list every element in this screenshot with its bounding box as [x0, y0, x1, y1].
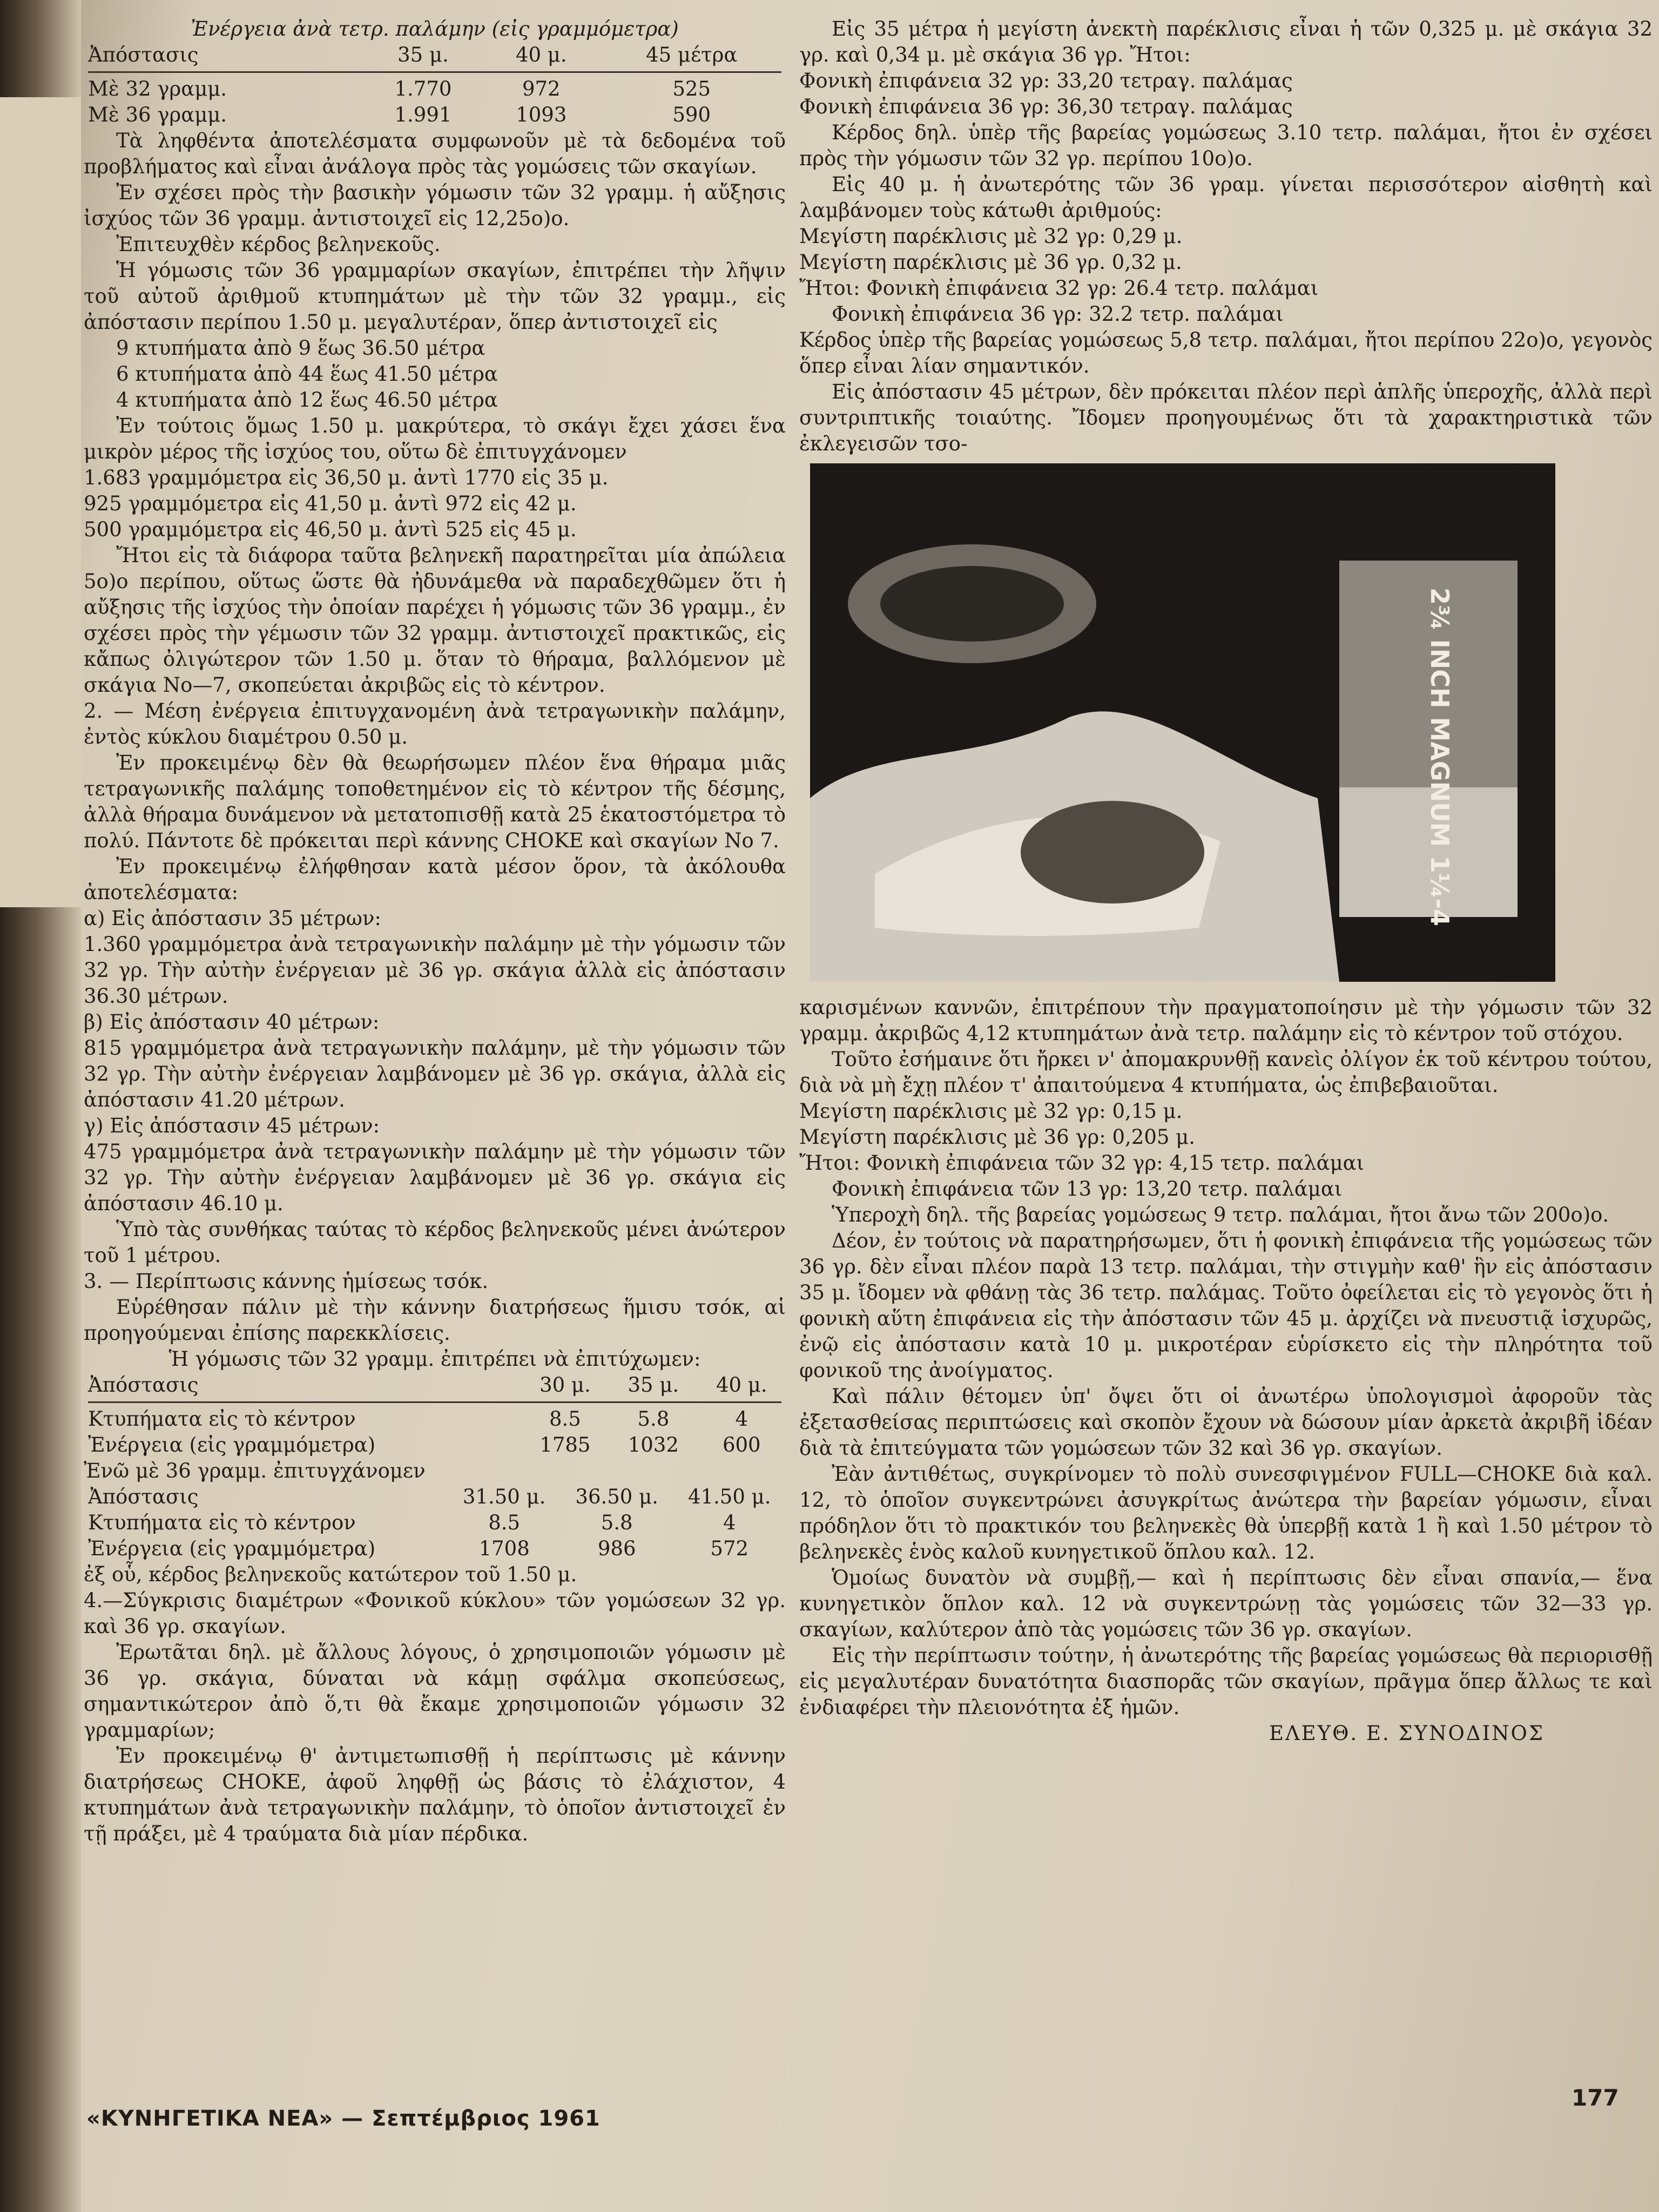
table-cell: 5.8	[637, 1407, 670, 1431]
shell-label: 2¾ INCH MAGNUM 1¼-4	[1425, 588, 1454, 927]
energy-heading: Ἐνέργεια ἀνὰ τετρ. παλάμην (εἰς γραμμόμετρα)	[191, 17, 679, 41]
table-cell: Ἀπόστασις	[88, 43, 199, 66]
list-item: 500 γραμμόμετρα εἰς 46,50 μ. ἀντὶ 525 εἰς 45 μ.	[84, 518, 577, 541]
paragraph: Ἤτοι: Φονικὴ ἐπιφάνεια 32 γρ: 26.4 τετρ. παλάμαι	[799, 276, 1319, 300]
paragraph: καρισμένων καννῶν, ἐπιτρέπουν τὴν πραγματοποίησιν μὲ τὴν γόμωσιν τῶν 32 γραμμ. ἀκριβῶς 4,12 κτυπημάτων ἀνὰ τετρ. παλάμην εἰς τὸ κέντρον τοῦ στόχου.	[799, 996, 1653, 1045]
table-cell: 45 μέτρα	[646, 43, 738, 66]
paragraph: Ἐπιτευχθὲν κέρδος βεληνεκοῦς.	[116, 233, 441, 256]
table-cell: 5.8	[601, 1511, 633, 1534]
paragraph: Δέον, ἐν τούτοις νὰ παρατηρήσωμεν, ὅτι ἡ φονικὴ ἐπιφάνεια τῆς γομώσεως τῶν 36 γρ. δὲν εἶναι πλέον παρὰ 13 τετρ. παλάμαι, τὴν στιγμὴν καθ' ἣν εἰς ἀπόστασιν 35 μ. ἴδομεν νὰ φθάνῃ τὰς 36 τετρ. παλάμας. Τοῦτο ὀφείλεται εἰς τὸ γεγονὸς ὅτι ἡ φονικὴ αὕτη ἐπιφάνεια εἰς τὴν ἀπόστασιν τῶν 45 μ. ἀρχίζει νὰ πνευστιᾷ ἰσχυρῶς, ἐνῷ εἰς ἀπόστασιν κατὰ 10 μ. μικροτέραν εὑρίσκετο εἰς τὴν πληρότητα τοῦ φονικοῦ της ἀνοίγματος.	[799, 1229, 1653, 1382]
page-number: 177	[1572, 2085, 1619, 2111]
table-row	[84, 1510, 786, 1536]
paragraph: Καὶ πάλιν θέτομεν ὑπ' ὄψει ὅτι οἱ ἀνωτέρω ὑπολογισμοὶ ἀφοροῦν τὰς ἐξετασθείσας περιπτώσεις καὶ σκοπὸν ἔχουν νὰ δώσουν μίαν ἀρκετὰ ἀκριβῆ ἰδέαν διὰ τὰ ἐπιτεύγματα τῶν γομώσεων τῶν 32 καὶ 36 γρ. σκαγίων.	[799, 1385, 1653, 1460]
paragraph: Φονικὴ ἐπιφάνεια 36 γρ: 32.2 τετρ. παλάμαι	[832, 302, 1284, 326]
paragraph: Εἰς 40 μ. ἡ ἀνωτερότης τῶν 36 γραμ. γίνεται περισσότερον αἰσθητὴ καὶ λαμβάνομεν τοὺς κάτωθι ἀριθμούς:	[799, 173, 1653, 222]
paragraph: ἐξ οὗ, κέρδος βεληνεκοῦς κατώτερον τοῦ 1.50 μ.	[84, 1563, 577, 1586]
table-cell: 1032	[628, 1433, 679, 1456]
table-cell: Κτυπήματα εἰς τὸ κέντρον	[88, 1511, 356, 1534]
paragraph: Ἐν σχέσει πρὸς τὴν βασικὴν γόμωσιν τῶν 32 γραμμ. ἡ αὔξησις ἰσχύος τῶν 36 γραμμ. ἀντιστοιχεῖ εἰς 12,25ο)ο.	[84, 181, 786, 230]
table-cell: 4	[723, 1511, 736, 1534]
paragraph: 815 γραμμόμετρα ἀνὰ τετραγωνικὴν παλάμην, μὲ τὴν γόμωσιν τῶν 32 γρ. Τὴν αὐτὴν ἐνέργειαν λαμβάνομεν μὲ 36 γρ. σκάγια, ἀλλὰ εἰς ἀπόστασιν 41.20 μέτρων.	[84, 1036, 786, 1111]
paragraph: Ὑπὸ τὰς συνθήκας ταύτας τὸ κέρδος βεληνεκοῦς μένει ἀνώτερον τοῦ 1 μέτρου.	[84, 1218, 786, 1267]
table-cell: 8.5	[488, 1511, 521, 1534]
left-column	[84, 16, 786, 1847]
table-cell: 35 μ.	[397, 43, 449, 66]
paragraph: 475 γραμμόμετρα ἀνὰ τετραγωνικὴν παλάμην μὲ τὴν γόμωσιν τῶν 32 γρ. Τὴν αὐτὴν ἐνέργειαν λαμβάνομεν μὲ 36 γρ. σκάγια εἰς ἀπόστασιν 46.10 μ.	[84, 1140, 786, 1215]
table-rule	[88, 1401, 781, 1403]
table-cell: Κτυπήματα εἰς τὸ κέντρον	[88, 1407, 356, 1431]
table-cell: 1.770	[394, 77, 452, 100]
list-item: 4 κτυπήματα ἀπὸ 12 ἕως 46.50 μέτρα	[116, 388, 498, 412]
paragraph: Ἤτοι: Φονικὴ ἐπιφάνεια τῶν 32 γρ: 4,15 τετρ. παλάμαι	[799, 1151, 1365, 1175]
paragraph: Μεγίστη παρέκλισις μὲ 36 γρ: 0,205 μ.	[799, 1125, 1195, 1149]
paragraph: Ἐὰν ἀντιθέτως, συγκρίνομεν τὸ πολὺ συνεσφιγμένον FULL—CHOKE διὰ καλ. 12, τὸ ὁποῖον συγκεντρώνει ἀσυγκρίτως ἀνώτερα τὴν βαρείαν γόμωσιν, εἶναι πρόδηλον ὅτι τὸ πρακτικόν του βεληνεκὲς θὰ ὑπερβῇ κατὰ 1 ἢ καὶ 1.50 μέτρον τὸ βεληνεκὲς ἑνὸς καλοῦ κυνηγετικοῦ ὅπλου καλ. 12.	[799, 1462, 1653, 1563]
subheading: α) Εἰς ἀπόστασιν 35 μέτρων:	[84, 907, 381, 930]
table-cell: 31.50 μ.	[462, 1485, 546, 1508]
table-cell: 1093	[516, 103, 567, 126]
table-cell: 1785	[539, 1433, 591, 1456]
list-item: 9 κτυπήματα ἀπὸ 9 ἕως 36.50 μέτρα	[116, 336, 485, 360]
table-cell: Ἀπόστασις	[88, 1485, 199, 1508]
table-row	[84, 102, 786, 128]
list-item: 1.683 γραμμόμετρα εἰς 36,50 μ. ἀντὶ 1770 εἰς 35 μ.	[84, 466, 609, 489]
subheading: β) Εἰς ἀπόστασιν 40 μέτρων:	[84, 1010, 380, 1034]
paragraph: Ἐν προκειμένῳ θ' ἀντιμετωπισθῇ ἡ περίπτωσις μὲ κάννην διατρήσεως CHOKE, ἀφοῦ ληφθῇ ὡς βάσις τὸ ἐλάχιστον, 4 κτυπημάτων ἀνὰ τετραγωνικὴν παλάμην, τὸ ὁποῖον ἀντιστοιχεῖ ἐν τῇ πράξει, μὲ 4 τραύματα διὰ μίαν πέρδικα.	[84, 1744, 786, 1845]
table-cell: 8.5	[549, 1407, 581, 1431]
subheading: γ) Εἰς ἀπόστασιν 45 μέτρων:	[84, 1114, 380, 1137]
section-heading: 3. — Περίπτωσις κάννης ἡμίσεως τσόκ.	[84, 1270, 489, 1293]
paragraph: Ὁμοίως δυνατὸν νὰ συμβῇ,— καὶ ἡ περίπτωσις δὲν εἶναι σπανία,— ἕνα κυνηγετικὸν ὅπλον καλ. 12 νὰ συγκεντρώνῃ τὰς γομώσεις τῶν 32—33 γρ. σκαγίων, καλύτερον ἀπὸ τὰς γομώσεις τῶν 36 γρ. σκαγίων.	[799, 1566, 1653, 1641]
paragraph: Εἰς τὴν περίπτωσιν τούτην, ἡ ἀνωτερότης τῆς βαρείας γομώσεως θὰ περιορισθῇ εἰς μεγαλυτέραν δυνατότητα διασπορᾶς τῶν σκαγίων, πρᾶγμα ὅπερ ἄλλως τε καὶ ἐνδιαφέρει τὴν πλειονότητα ἐξ ἡμῶν.	[799, 1644, 1653, 1719]
table-cell: Ἐνέργεια (εἰς γραμμόμετρα)	[88, 1433, 376, 1456]
paragraph: Μεγίστη παρέκλισις μὲ 36 γρ. 0,32 μ.	[799, 251, 1182, 274]
table-cell: 525	[672, 77, 711, 100]
paragraph: Εἰς 35 μέτρα ἡ μεγίστη ἀνεκτὴ παρέκλισις εἶναι ἡ τῶν 0,325 μ. μὲ σκάγια 32 γρ. καὶ 0,34 μ. μὲ σκάγια 36 γρ. Ἤτοι:	[799, 17, 1653, 66]
list-item: 6 κτυπήματα ἀπὸ 44 ἕως 41.50 μέτρα	[116, 362, 498, 386]
table-cell: 572	[710, 1537, 749, 1560]
paragraph: Φονικὴ ἐπιφάνεια 36 γρ: 36,30 τετραγ. παλάμας	[799, 95, 1293, 118]
paragraph: Ἡ γόμωσις τῶν 32 γραμμ. ἐπιτρέπει νὰ ἐπιτύχωμεν:	[168, 1347, 701, 1371]
table-row	[84, 1406, 786, 1432]
half-choke-table-36	[84, 1484, 786, 1562]
paragraph: Ἤτοι εἰς τὰ διάφορα ταῦτα βεληνεκῆ παρατηρεῖται μία ἀπώλεια 5ο)ο περίπου, οὕτως ὥστε θὰ ἠδυνάμεθα νὰ παραδεχθῶμεν ὅτι ἡ αὔξησις τῆς ἰσχύος τὴν ὁποίαν παρέχει ἡ γόμωσις τῶν 36 γραμμ., ἐν σχέσει πρὸς τὴν γέμωσιν τῶν 32 γραμμ. ἀντιστοιχεῖ πρακτικῶς, εἰς κἄπως ὀλιγώτερον τῶν 1.50 μ. ὅταν τὸ θήραμα, βαλλόμενον μὲ σκάγια Νο—7, σκοπεύεται ἀκριβῶς εἰς τὸ κέντρον.	[84, 544, 786, 697]
table-header	[84, 1484, 786, 1510]
paragraph: Ἐνῶ μὲ 36 γραμμ. ἐπιτυγχάνομεν	[84, 1459, 426, 1482]
paragraph: Μεγίστη παρέκλισις μὲ 32 γρ: 0,15 μ.	[799, 1100, 1183, 1123]
half-choke-table-32	[84, 1372, 786, 1458]
table-cell: 1708	[478, 1537, 530, 1560]
table-cell: 41.50 μ.	[687, 1485, 771, 1508]
table-row	[84, 76, 786, 102]
paragraph: Ἐν προκειμένῳ δὲν θὰ θεωρήσωμεν πλέον ἕνα θήραμα μιᾶς τετραγωνικῆς παλάμης τοποθετημένον εἰς τὸ κέντρον τῆς δέσμης, ἀλλὰ θήραμα δυνάμενον νὰ μετατοπισθῇ κατὰ 25 ἑκατοστόμετρα τὸ πολύ. Πάντοτε δὲ πρόκειται περὶ κάννης CHOKE καὶ σκαγίων Νο 7.	[84, 751, 786, 852]
magazine-page	[81, 0, 1659, 2212]
energy-table-header	[84, 42, 786, 68]
table-cell: 972	[522, 77, 561, 100]
table-cell: 30 μ.	[539, 1373, 591, 1397]
table-cell: 1.991	[394, 103, 452, 126]
author-signature: ΕΛΕΥΘ. Ε. ΣΥΝΟΔΙΝΟΣ	[1269, 1722, 1545, 1745]
table-cell: Μὲ 32 γραμμ.	[88, 77, 227, 100]
paragraph: Εἰς ἀπόστασιν 45 μέτρων, δὲν πρόκειται πλέον περὶ ἁπλῆς ὑπεροχῆς, ἀλλὰ περὶ συντριπτικῆς τοιαύτης. Ἴδομεν προηγουμένως ὅτι τὰ χαρακτηριστικὰ τῶν ἐκλεγεισῶν τσο-	[799, 380, 1653, 455]
paragraph: Φονικὴ ἐπιφάνεια τῶν 13 γρ: 13,20 τετρ. παλάμαι	[832, 1177, 1343, 1201]
table-cell: 40 μ.	[515, 43, 567, 66]
paragraph: Ἐν τούτοις ὅμως 1.50 μ. μακρύτερα, τὸ σκάγι ἔχει χάσει ἕνα μικρὸν μέρος τῆς ἰσχύος του, οὕτω δὲ ἐπιτυγχάνομεν	[84, 414, 786, 463]
table-cell: 4	[735, 1407, 748, 1431]
section-heading: 4.—Σύγκρισις διαμέτρων «Φονικοῦ κύκλου» τῶν γομώσεων 32 γρ. καὶ 36 γρ. σκαγίων.	[84, 1589, 786, 1638]
table-header	[84, 1372, 786, 1398]
paragraph: Κέρδος ὑπὲρ τῆς βαρείας γομώσεως 5,8 τετρ. παλάμαι, ἤτοι περίπου 22ο)ο, γεγονὸς ὅπερ εἶναι λίαν σημαντικόν.	[799, 328, 1653, 377]
energy-table	[84, 42, 786, 128]
section-heading: 2. — Μέση ἐνέργεια ἐπιτυγχανομένη ἀνὰ τετραγωνικὴν παλάμην, ἐντὸς κύκλου διαμέτρου 0.50 μ.	[84, 699, 786, 748]
table-cell: 600	[722, 1433, 761, 1456]
table-cell: Μὲ 36 γραμμ.	[88, 103, 227, 126]
paragraph: Τὰ ληφθέντα ἀποτελέσματα συμφωνοῦν μὲ τὰ δεδομένα τοῦ προβλήματος καὶ εἶναι ἀνάλογα πρὸς τὰς γομώσεις τῶν σκαγίων.	[84, 129, 786, 178]
paragraph: Ἡ γόμωσις τῶν 36 γραμμαρίων σκαγίων, ἐπιτρέπει τὴν λῆψιν τοῦ αὐτοῦ ἀριθμοῦ κτυπημάτων μὲ τὴν τῶν 32 γραμμ., εἰς ἀπόστασιν περίπου 1.50 μ. μεγαλυτέραν, ὅπερ ἀντιστοιχεῖ εἰς	[84, 259, 786, 334]
table-cell: 986	[597, 1537, 636, 1560]
right-column	[799, 16, 1653, 1746]
table-cell: Ἐνέργεια (εἰς γραμμόμετρα)	[88, 1537, 376, 1560]
paragraph: Φονικὴ ἐπιφάνεια 32 γρ: 33,20 τετραγ. παλάμας	[799, 69, 1293, 92]
table-cell: Ἀπόστασις	[88, 1373, 199, 1397]
table-cell: 590	[672, 103, 711, 126]
paragraph: Ἐν προκειμένῳ ἐλήφθησαν κατὰ μέσον ὅρον, τὰ ἀκόλουθα ἀποτελέσματα:	[84, 855, 786, 904]
paragraph: Εὑρέθησαν πάλιν μὲ τὴν κάννην διατρήσεως ἥμισυ τσόκ, αἱ προηγούμεναι ἐπίσης παρεκκλίσεις.	[84, 1296, 786, 1345]
previous-page-edge	[0, 97, 94, 907]
paragraph: Ἐρωτᾶται δηλ. μὲ ἄλλους λόγους, ὁ χρησιμοποιῶν γόμωσιν μὲ 36 γρ. σκάγια, δύναται νὰ κάμῃ σφάλμα σκοπεύσεως, σημαντικώτερον ἀπὸ ὅ,τι θὰ ἔκαμε χρησιμοποιῶν γόμωσιν 32 γραμμαρίων;	[84, 1641, 786, 1742]
table-row	[84, 1536, 786, 1562]
paragraph: Μεγίστη παρέκλισις μὲ 32 γρ: 0,29 μ.	[799, 225, 1183, 248]
table-rule	[88, 71, 781, 73]
paragraph: Ὑπεροχὴ δηλ. τῆς βαρείας γομώσεως 9 τετρ. παλάμαι, ἤτοι ἄνω τῶν 200ο)ο.	[832, 1203, 1609, 1226]
shotgun-shell-photo	[810, 463, 1555, 982]
magazine-footer: «ΚΥΝΗΓΕΤΙΚΑ ΝΕΑ» — Σεπτέμβριος 1961	[86, 2106, 601, 2131]
table-cell: 36.50 μ.	[575, 1485, 658, 1508]
paragraph: Κέρδος δηλ. ὑπὲρ τῆς βαρείας γομώσεως 3.10 τετρ. παλάμαι, ἤτοι ἐν σχέσει πρὸς τὴν γόμωσιν τῶν 32 γρ. περίπου 10ο)ο.	[799, 121, 1653, 170]
table-row	[84, 1432, 786, 1458]
table-cell: 40 μ.	[716, 1373, 767, 1397]
list-item: 925 γραμμόμετρα εἰς 41,50 μ. ἀντὶ 972 εἰς 42 μ.	[84, 492, 577, 515]
paragraph: 1.360 γραμμόμετρα ἀνὰ τετραγωνικὴν παλάμην μὲ τὴν γόμωσιν τῶν 32 γρ. Τὴν αὐτὴν ἐνέργειαν μὲ 36 γρ. σκάγια ἀλλὰ εἰς ἀπόστασιν 36.30 μέτρων.	[84, 933, 786, 1008]
shot-pellets	[1021, 801, 1204, 903]
paragraph: Τοῦτο ἐσήμαινε ὅτι ἤρκει ν' ἀπομακρυνθῇ κανεὶς ὀλίγον ἐκ τοῦ κέντρου τούτου, διὰ νὰ μὴ ἔχῃ πλέον τ' ἀπαιτούμενα 4 κτυπήματα, ὡς ἐπιβεβαιοῦται.	[799, 1048, 1653, 1097]
table-cell: 35 μ.	[628, 1373, 679, 1397]
